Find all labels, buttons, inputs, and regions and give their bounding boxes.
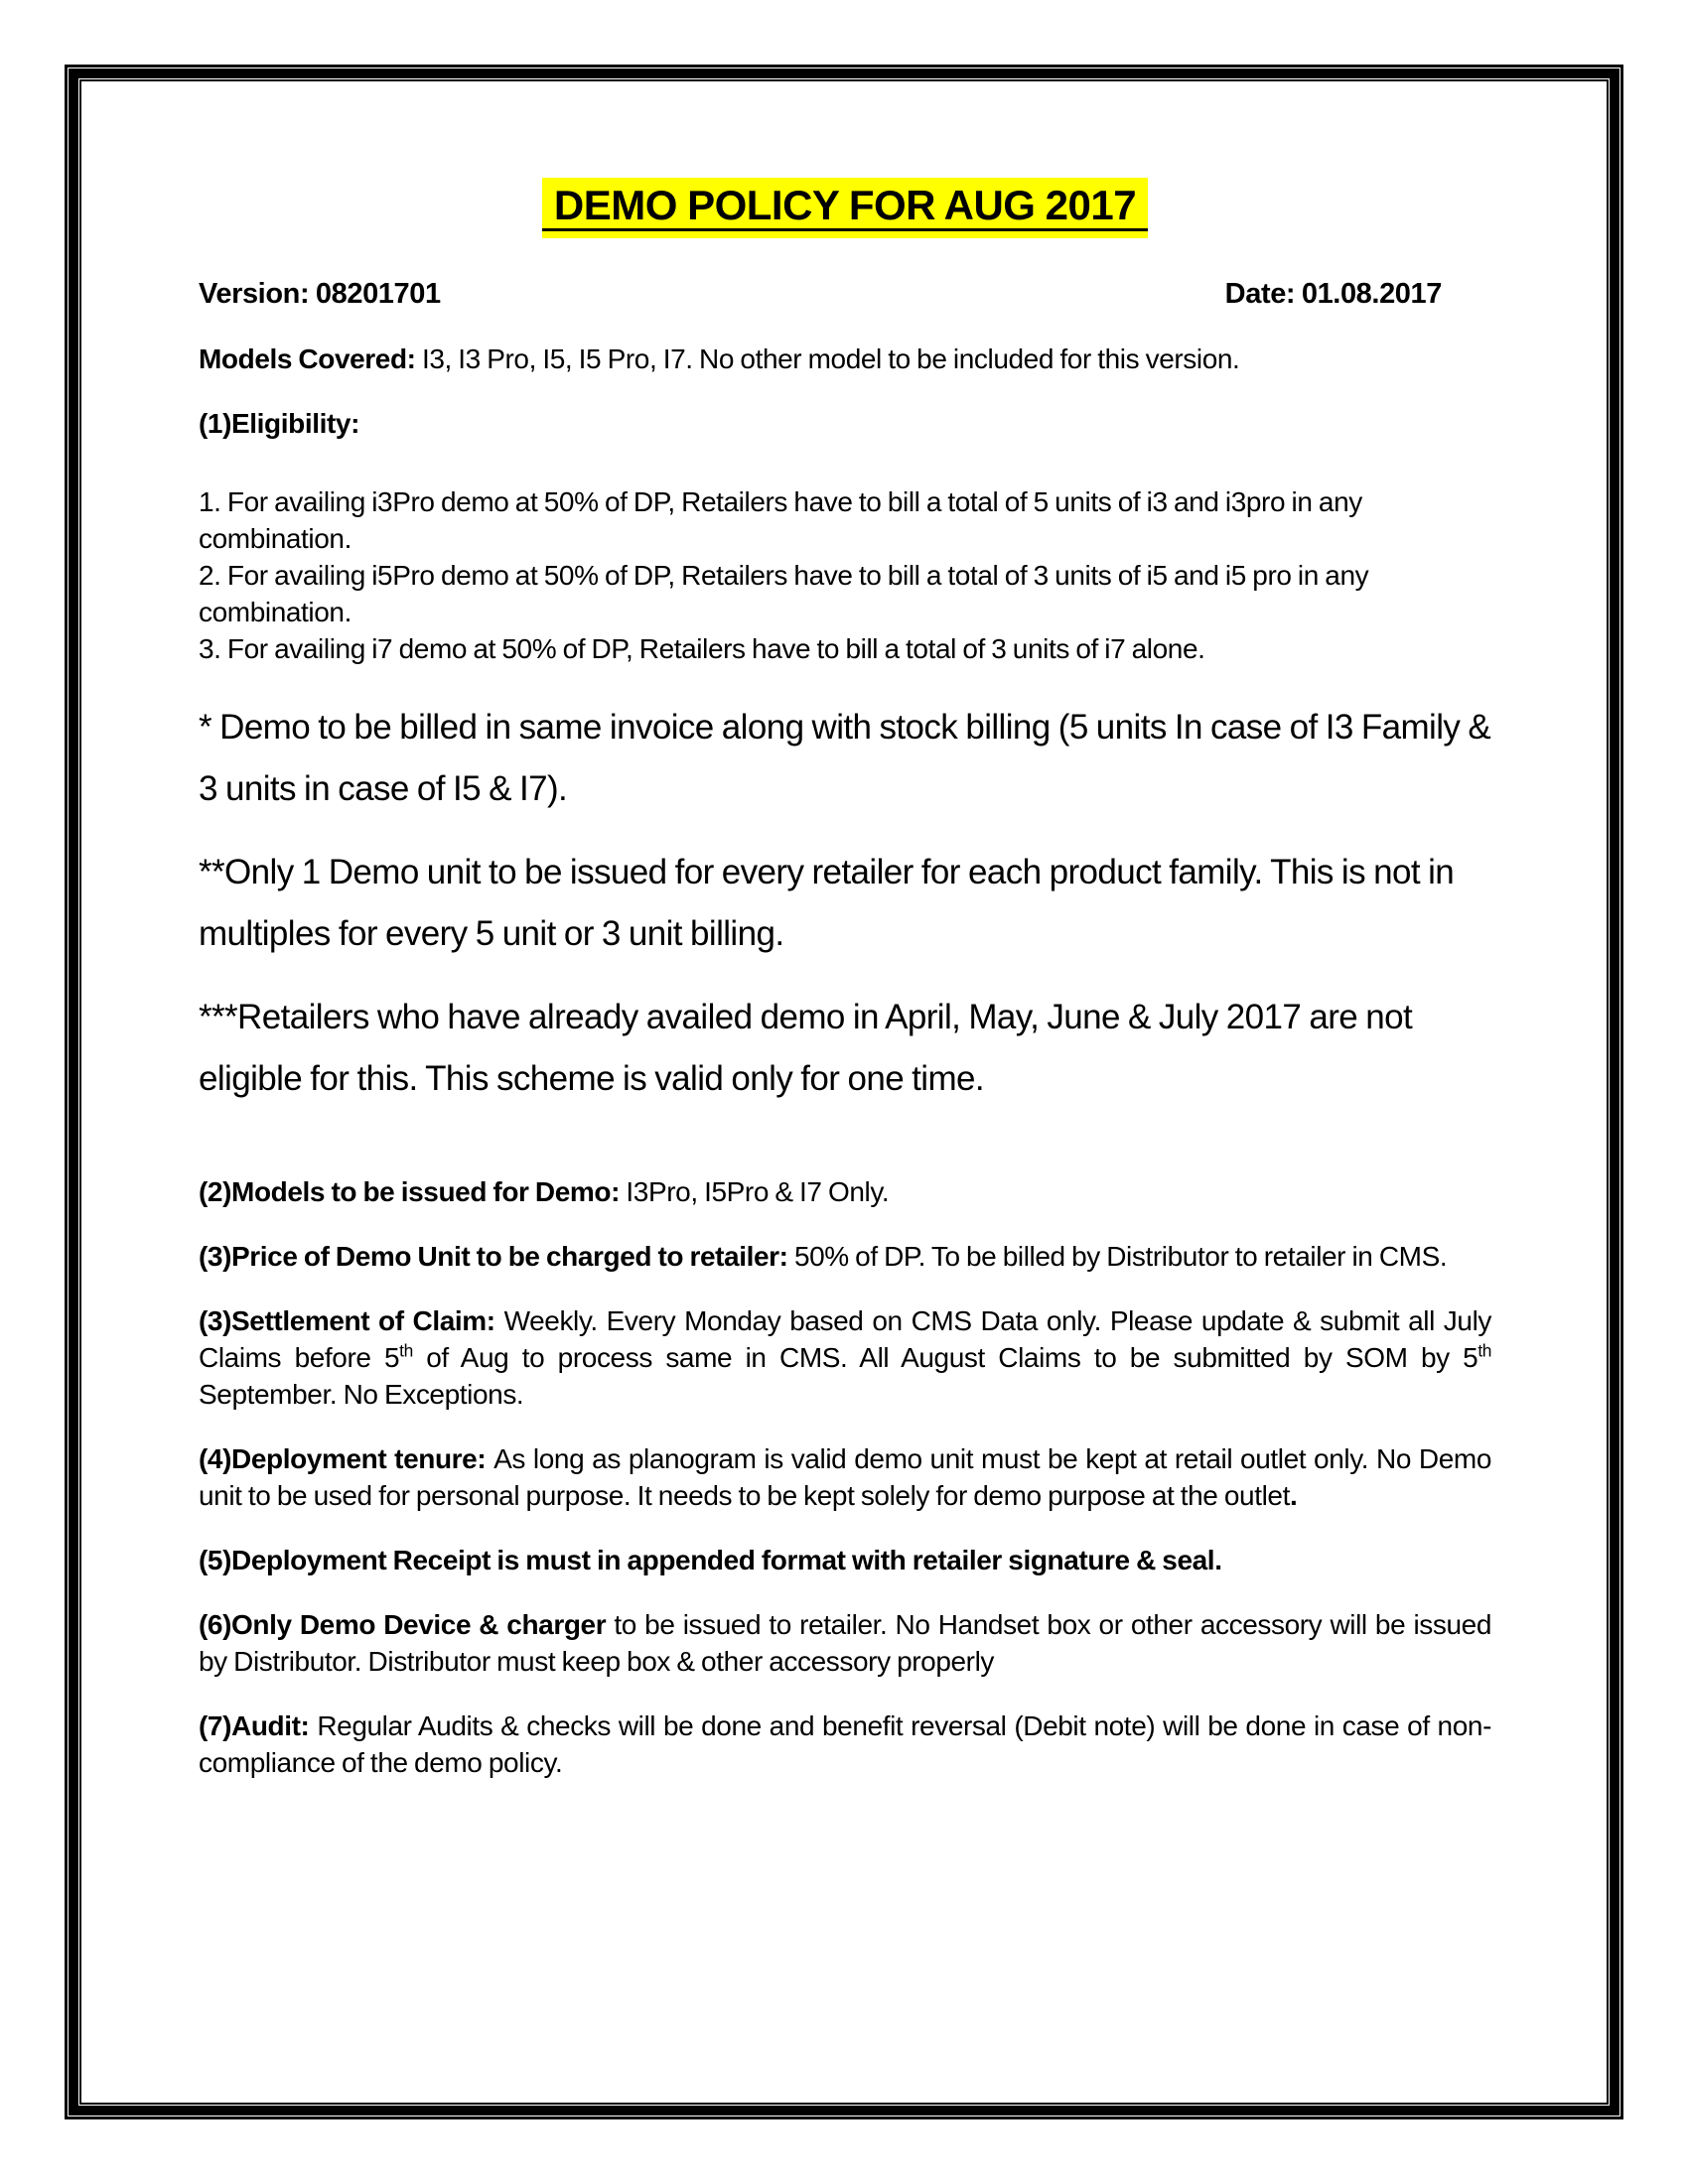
text-segment: 3. For availing i7 demo at 50% of DP, Retailers have to bill a total of 3 units of i7 alone. xyxy=(199,633,1205,664)
deployment-receipt-paragraph xyxy=(199,1542,1491,1578)
audit-paragraph xyxy=(199,1707,1491,1781)
text-segment: 1. For availing i3Pro demo at 50% of DP, Retailers have to bill a total of 5 units of i3 and i3pro in any combination. xyxy=(199,486,1362,554)
text-segment: I3, I3 Pro, I5, I5 Pro, I7. No other model to be included for this version. xyxy=(421,343,1240,374)
bold-text-segment: (3)Price of Demo Unit to be charged to retailer: xyxy=(199,1241,794,1272)
bold-text-segment: Models Covered: xyxy=(199,343,422,374)
text-segment: 50% of DP. To be billed by Distributor to retailer in CMS. xyxy=(793,1241,1448,1272)
bold-text-segment: (7)Audit: xyxy=(199,1710,318,1741)
note-already-availed xyxy=(199,987,1491,1110)
bold-text-segment: (2)Models to be issued for Demo: xyxy=(199,1176,627,1207)
models-issued-paragraph xyxy=(199,1173,1491,1210)
text-segment: 2. For availing i5Pro demo at 50% of DP, Retailers have to bill a total of 3 units of i5 and i5 pro in any combination. xyxy=(199,560,1369,627)
settlement-paragraph xyxy=(199,1302,1491,1413)
deployment-tenure-paragraph xyxy=(199,1440,1491,1514)
document-title xyxy=(199,178,1491,238)
meta-row xyxy=(199,276,1491,313)
note-demo-billing xyxy=(199,697,1491,820)
text-segment: ***Retailers who have already availed demo in April, May, June & July 2017 are not eligible for this. This scheme is valid only for one time. xyxy=(199,998,1413,1098)
bold-text-segment: (5)Deployment Receipt is must in appended format with retailer signature & seal. xyxy=(199,1545,1222,1575)
eligibility-item-2 xyxy=(199,557,1491,630)
text-segment: **Only 1 Demo unit to be issued for every retailer for each product family. This is not in multiples for every 5 unit or 3 unit billing. xyxy=(199,853,1455,953)
text-segment: to be issued to retailer. No Handset box or other accessory will be issued by Distributor. Distributor must keep box & other accessory properly xyxy=(199,1609,1492,1677)
date-label: Date: 01.08.2017 xyxy=(1224,278,1442,310)
document-body xyxy=(199,341,1491,1781)
text-segment: September. No Exceptions. xyxy=(199,1379,524,1410)
text-segment: * Demo to be billed in same invoice along with stock billing (5 units In case of I3 Family & 3 units in case of I5 & I7). xyxy=(199,708,1491,808)
text-segment: I3Pro, I5Pro & I7 Only. xyxy=(626,1176,890,1207)
version-label: Version: 08201701 xyxy=(199,278,441,310)
price-paragraph xyxy=(199,1238,1491,1275)
eligibility-item-1 xyxy=(199,483,1491,557)
text-segment: Weekly. Every Monday based on CMS Data only. Please update & submit all July Claims before 5 xyxy=(199,1305,1491,1373)
bold-text-segment: . xyxy=(1289,1480,1298,1511)
models-covered-paragraph xyxy=(199,341,1491,377)
demo-device-paragraph xyxy=(199,1606,1491,1680)
text-segment: Regular Audits & checks will be done and benefit reversal (Debit note) will be done in case of non-compliance of the demo policy. xyxy=(199,1710,1491,1778)
bold-text-segment: (1)Eligibility: xyxy=(199,408,360,439)
text-segment: As long as planogram is valid demo unit must be kept at retail outlet only. No Demo unit to be used for personal purpose. It needs to be kept solely for demo purpose at the outlet xyxy=(199,1443,1491,1511)
bold-text-segment: (6)Only Demo Device & charger xyxy=(199,1609,615,1640)
bold-text-segment: (3)Settlement of Claim: xyxy=(199,1305,504,1336)
text-segment: th xyxy=(1477,1340,1491,1361)
note-one-demo-unit xyxy=(199,842,1491,965)
document-content xyxy=(82,82,1606,2102)
bold-text-segment: (4)Deployment tenure: xyxy=(199,1443,494,1474)
eligibility-item-3 xyxy=(199,630,1491,667)
text-segment: of Aug to process same in CMS. All August Claims to be submitted by SOM by 5 xyxy=(412,1342,1478,1373)
text-segment: th xyxy=(399,1340,413,1361)
document-title-text: DEMO POLICY FOR AUG 2017 xyxy=(542,178,1148,238)
eligibility-heading xyxy=(199,405,1491,442)
